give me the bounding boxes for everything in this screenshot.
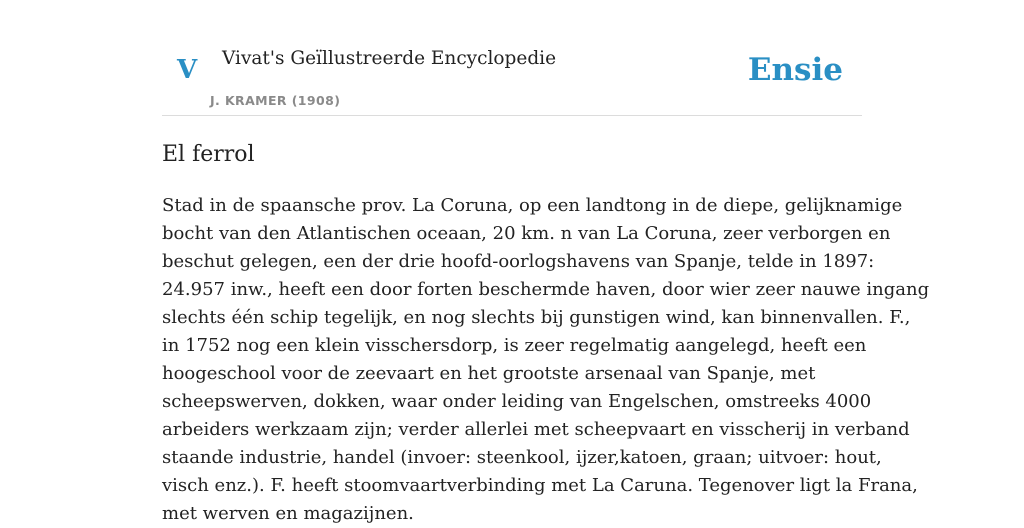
body-line: slechts één schip tegelijk, en nog slechts bij gunstigen wind, kan binnenvallen. F., xyxy=(162,307,911,328)
page xyxy=(162,0,930,524)
book-author[interactable]: J. KRAMER (1908) xyxy=(210,93,341,108)
body-line: staande industrie, handel (invoer: steenkool, ijzer,katoen, graan; uitvoer: hout, xyxy=(162,447,882,468)
header xyxy=(162,0,862,116)
body-line: in 1752 nog een klein visschersdorp, is zeer regelmatig aangelegd, heeft een xyxy=(162,335,867,356)
book-title[interactable]: Vivat's Geïllustreerde Encyclopedie xyxy=(222,48,557,69)
body-line: hoogeschool voor de zeevaart en het grootste arsenaal van Spanje, met xyxy=(162,363,816,384)
body-line: met werven en magazijnen. xyxy=(162,503,414,524)
book-logo[interactable]: V xyxy=(177,55,198,85)
body-line: Stad in de spaansche prov. La Coruna, op een landtong in de diepe, gelijknamige xyxy=(162,195,903,216)
body-line: 24.957 inw., heeft een door forten beschermde haven, door wier zeer nauwe ingang xyxy=(162,279,930,300)
body-line: scheepswerven, dokken, waar onder leiding van Engelschen, omstreeks 4000 xyxy=(162,391,872,412)
body-line: arbeiders werkzaam zijn; verder allerlei met scheepvaart en visscherij in verband xyxy=(162,419,910,440)
body-line: visch enz.). F. heeft stoomvaartverbinding met La Caruna. Tegenover ligt la Frana, xyxy=(162,475,918,496)
body-line: bocht van den Atlantischen oceaan, 20 km. n van La Coruna, zeer verborgen en xyxy=(162,223,891,244)
entry-body xyxy=(162,192,930,528)
entry-title: El ferrol xyxy=(162,142,255,167)
brand-logo[interactable]: Ensie xyxy=(747,52,843,88)
body-line: beschut gelegen, een der drie hoofd-oorlogshavens van Spanje, telde in 1897: xyxy=(162,251,875,272)
